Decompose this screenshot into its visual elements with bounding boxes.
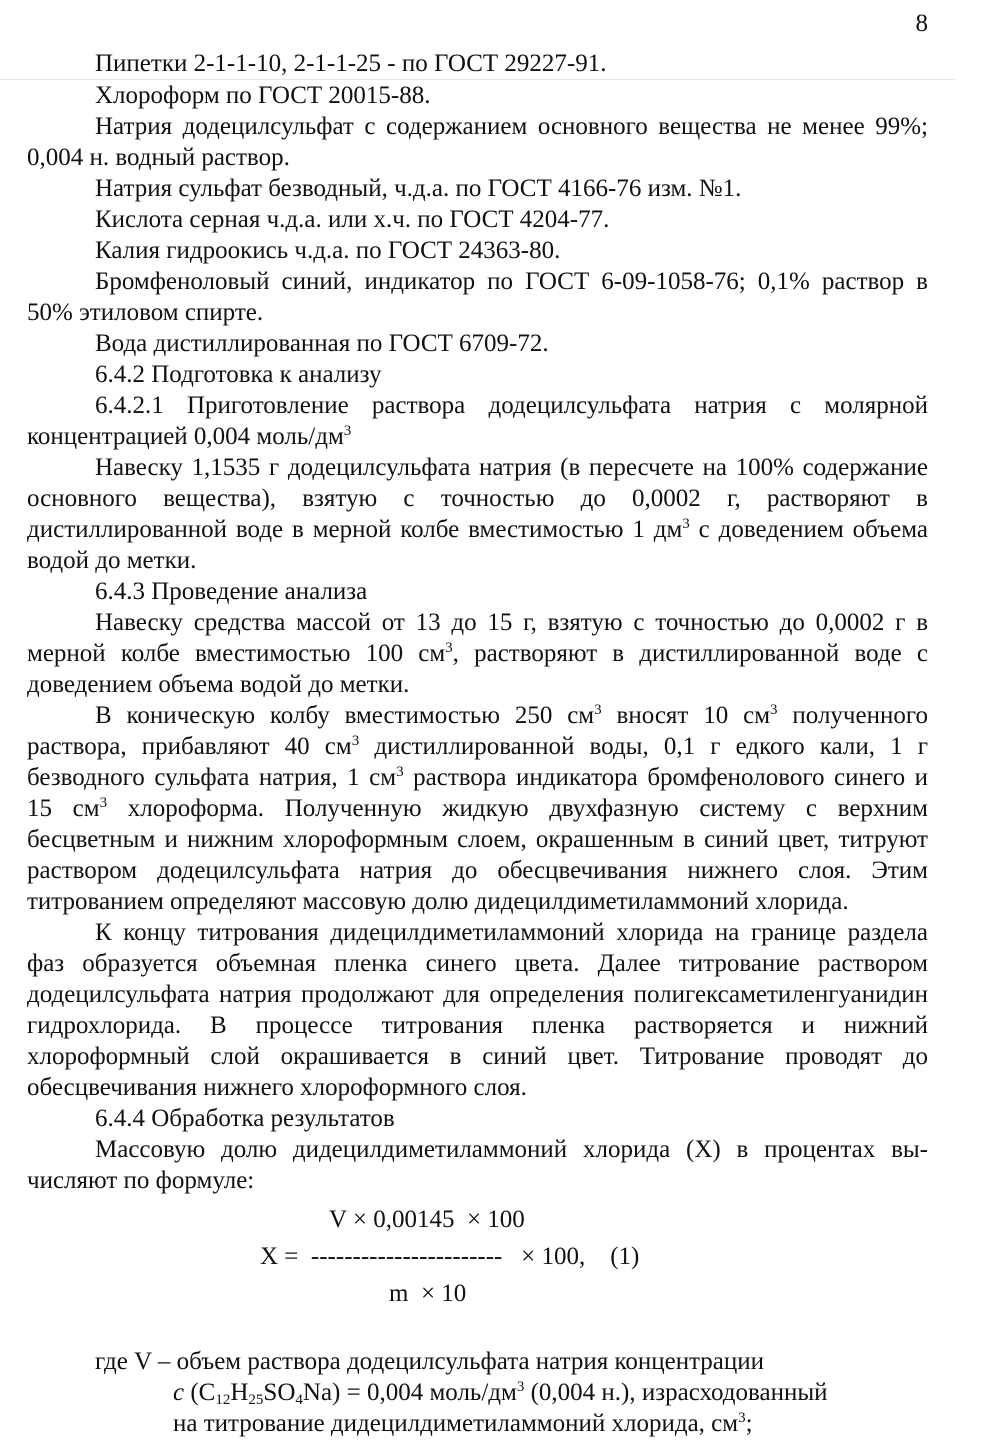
text-line-sodium-dodecylsulfate: Натрия додецилсульфат с содержанием основного вещества не менее 99%; 0,004 н. водный раствор. [27,113,928,171]
section-heading-6-4-2: 6.4.2 Подготовка к анализу [95,361,382,388]
text-line-bromophenol-blue: Бромфеноловый синий, индикатор по ГОСТ 6-09-1058-76; 0,1% раствор в 50% этиловом спирте. [27,268,928,326]
text-line-sodium-sulfate: Натрия сульфат безводный, ч.д.а. по ГОСТ 4166-76 изм. №1. [95,175,742,202]
formula-block [27,1204,928,1336]
paragraph-analysis-sample: Навеску средства массой от 13 до 15 г, взятую с точностью до 0,0002 г в мерной колбе вместимостью 100 $см^3$, растворяют в дистиллированной воде с доведением объема водой до метки. [27,609,928,698]
page-number: 8 [915,10,928,37]
text-line-sulfuric-acid: Кислота серная ч.д.а. или х.ч. по ГОСТ 4204-77. [95,206,610,233]
section-heading-6-4-3: 6.4.3 Проведение анализа [95,578,368,605]
paragraph-titration-procedure: В коническую колбу вместимостью 250 $см^3$ вносят 10 $см^3$ полученного раствора, прибавляют 40 $см^3$ дистиллированной воды, 0,1 г едкого кали, 1 г безводного сульфата натрия, 1 $см^3$ раствора индикатора бромфенолового синего и 15 $см^3$ хлороформа. Полученную жидкую двухфазную систему с верхним бесцветным и нижним хлороформным слоем, окрашенным в синий цвет, титруют раствором додецилсульфата натрия до обесцвечивания нижнего слоя. Этим титрованием определяют массовую долю дидецилдиметиламмоний хлорида. [27,702,929,915]
formula-denominator: m × 10 [389,1280,467,1307]
formula-legend-v: где V – объем раствора додецилсульфата натрия концентрации [95,1348,765,1375]
formula-legend-titration: на титрование дидецилдиметиламмоний хлорида, $см^3$; [173,1410,753,1437]
paragraph-formula-intro: Массовую долю дидецилдиметиламмоний хлорида (X) в процентах вычисляют по формуле: [27,1136,928,1194]
text-line-pipettes: Пипетки 2-1-1-10, 2-1-1-25 - по ГОСТ 29227-91. [95,50,607,77]
text-line-distilled-water: Вода дистиллированная по ГОСТ 6709-72. [95,330,549,357]
formula-legend-concentration: c $(C_{12}H_{25}SO_4Na) = 0,004$ моль/$дм^3$ (0,004 н.), израсходованный [173,1379,828,1408]
paragraph-titration-end: К концу титрования дидецилдиметиламмоний хлорида на границе раздела фаз образуется объемная пленка синего цвета. Далее титрование раствором додецилсульфата натрия продолжают для определения полигексаметиленгуанидин гидрохлорида. В процессе титрования пленка растворяется и нижний хлороформный слой окрашивается в синий цвет. Титрование проводят до обесцвечивания нижнего хлороформного слоя. [27,919,928,1101]
page-content [27,48,928,1439]
formula-numerator: V × 0,00145 × 100 [329,1206,525,1233]
section-heading-6-4-4: 6.4.4 Обработка результатов [95,1105,395,1132]
text-line-chloroform: Хлороформ по ГОСТ 20015-88. [95,82,431,109]
section-heading-6-4-2-1: 6.4.2.1 Приготовление раствора додецилсульфата натрия с молярной концентрацией 0,004 моль/$дм^3$ [27,392,928,450]
text-line-potassium-hydroxide: Калия гидроокись ч.д.а. по ГОСТ 24363-80. [95,237,561,264]
formula-main-line: X = ----------------------- × 100, (1) [260,1243,640,1270]
paragraph-sample-preparation: Навеску 1,1535 г додецилсульфата натрия (в пересчете на 100% содержание основного вещества), взятую с точностью до 0,0002 г, растворяют в дистиллированной воде в мерной колбе вместимостью 1 $дм^3$ с доведением объема водой до метки. [27,454,928,574]
